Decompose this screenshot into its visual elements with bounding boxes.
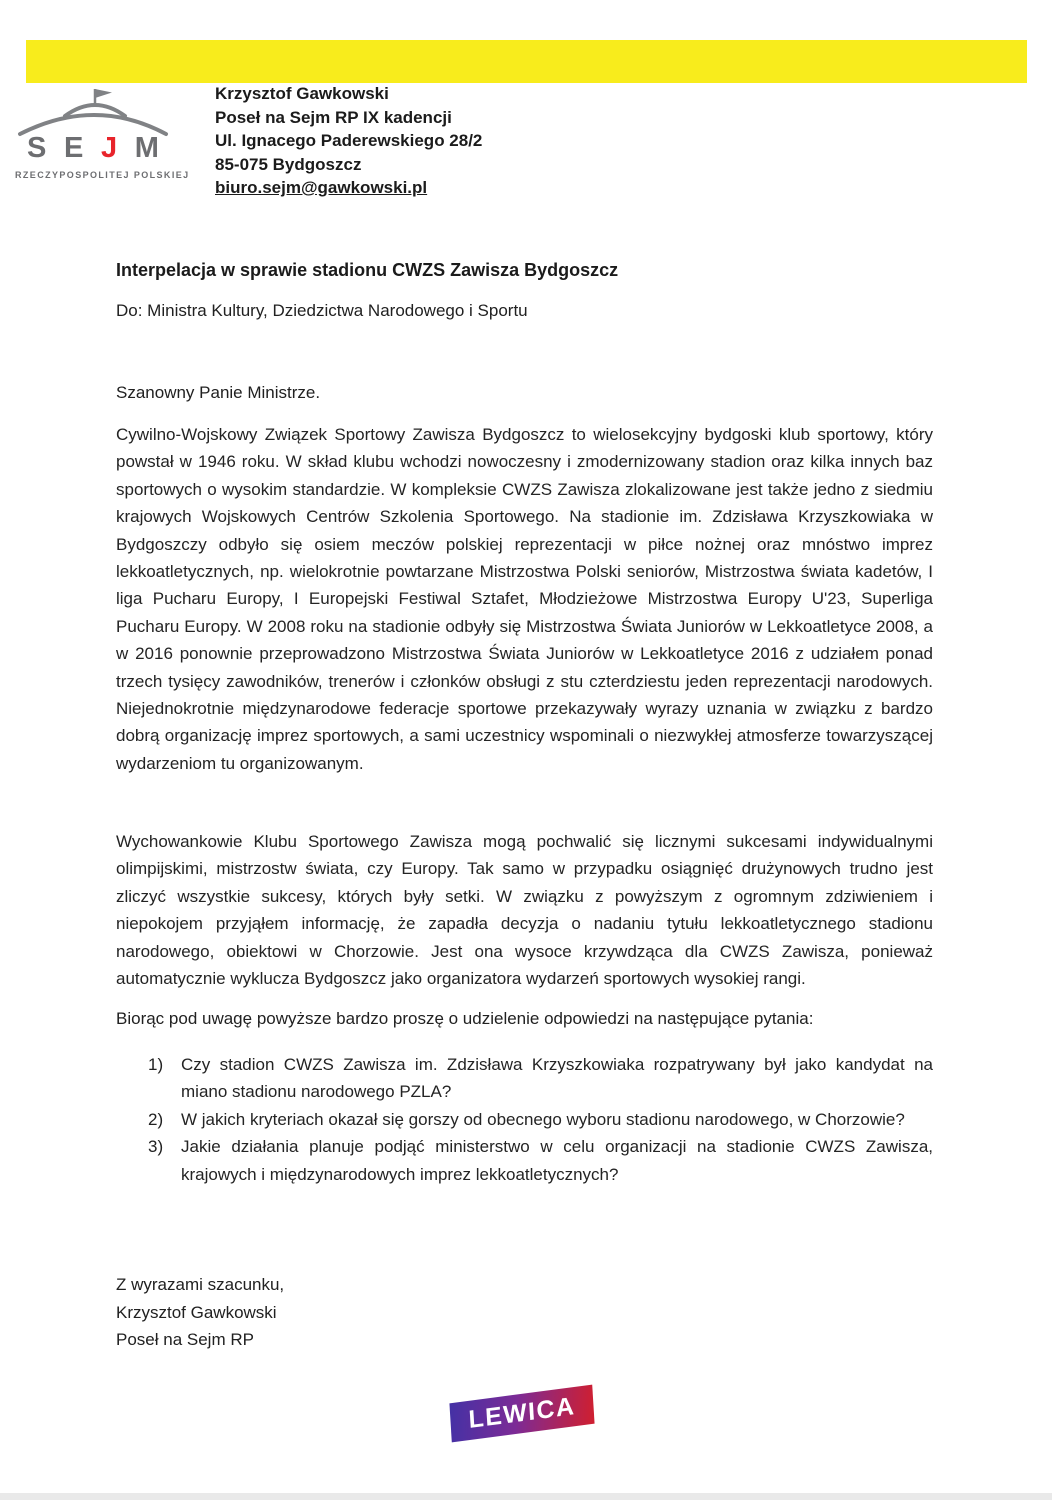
- question-number-3: 3): [148, 1137, 164, 1157]
- body-paragraph-1: Cywilno-Wojskowy Związek Sportowy Zawisza Bydgoszcz to wielosekcyjny bydgoski klub sportowy, który powstał w 1946 roku. W skład klubu wchodzi nowoczesny i zmodernizowany stadion oraz kilka innych baz sportowych o wysokim standardzie. W kompleksie CWZS Zawisza zlokalizowane jest także jedno z siedmiu krajowych Wojskowych Centrów Szkolenia Sportowego. Na stadionie im. Zdzisława Krzyszkowiaka w Bydgoszczy odbyło się osiem meczów polskiej reprezentacji w piłce nożnej oraz mnóstwo imprez lekkoatletycznych, np. wielokrotnie powtarzane Mistrzostwa Polski seniorów, Mistrzostwa świata kadetów, I liga Pucharu Europy, I Europejski Festiwal Sztafet, Młodzieżowe Mistrzostwa Europy U'23, Superliga Pucharu Europy. W 2008 roku na stadionie odbyły się Mistrzostwa Świata Juniorów w Lekkoatletyce 2008, a w 2016 ponownie przeprowadzono Mistrzostwa Świata Juniorów w Lekkoatletyce 2016 z udziałem ponad trzech tysięcy zawodników, trenerów i członków obsługi z stu czterdziestu jeden reprezentacji narodowych. Niejednokrotnie międzynarodowe federacje sportowe przekazywały wyrazy uznania w związku z bardzo dobrą organizację imprez sportowych, a sami uczestnicy wspominali o niezwykłej atmosferze towarzyszącej wydarzeniom tu organizowanym.: [116, 425, 933, 773]
- sejm-letter-m: M: [134, 132, 159, 164]
- questions-list: [116, 1051, 933, 1188]
- question-item-2: [116, 1106, 933, 1133]
- closing-name: Krzysztof Gawkowski: [116, 1302, 277, 1322]
- sender-city: 85-075 Bydgoszcz: [215, 154, 362, 174]
- request-line: Biorąc pod uwagę powyższe bardzo proszę o udzielenie odpowiedzi na następujące pytania:: [116, 1009, 814, 1028]
- question-text-2: W jakich kryteriach okazał się gorszy od obecnego wyboru stadionu narodowego, w Chorzowie?: [181, 1109, 905, 1129]
- addressee-line: Do: Ministra Kultury, Dziedzictwa Narodowego i Sportu: [116, 301, 528, 320]
- sender-email-link[interactable]: biuro.sejm@gawkowski.pl: [215, 178, 428, 197]
- question-item-3: [116, 1133, 933, 1188]
- sejm-letter-s: S: [27, 132, 47, 164]
- question-number-1: 1): [148, 1055, 164, 1074]
- closing-role: Poseł na Sejm RP: [116, 1330, 254, 1349]
- question-item-1: [116, 1051, 933, 1106]
- question-number-2: 2): [148, 1109, 164, 1129]
- sender-contact-block: [215, 82, 635, 200]
- salutation-line: Szanowny Panie Ministrze.: [116, 383, 321, 402]
- sender-street: Ul. Ignacego Paderewskiego 28/2: [215, 131, 483, 150]
- sejm-letter-j: J: [101, 132, 118, 164]
- yellow-header-bar: [26, 40, 1027, 83]
- sejm-letter-e: E: [64, 132, 84, 164]
- sejm-logo: [15, 86, 190, 180]
- lewica-wordmark: LEWICA: [467, 1391, 577, 1435]
- sejm-subtitle: RZECZYPOSPOLITEJ POLSKIEJ: [15, 170, 190, 180]
- question-text-3: Jakie działania planuje podjąć ministerstwo w celu organizacji na stadionie CWZS Zawisza, krajowych i międzynarodowych imprez lekkoatletycznych?: [181, 1137, 933, 1184]
- page-bottom-edge: [0, 1493, 1052, 1500]
- sender-name: Krzysztof Gawkowski: [215, 84, 389, 103]
- sejm-dome-icon: [15, 86, 171, 138]
- closing-block: [116, 1271, 516, 1354]
- lewica-logo: [449, 1385, 594, 1443]
- document-title: Interpelacja w sprawie stadionu CWZS Zawisza Bydgoszcz: [116, 260, 619, 280]
- question-text-1: Czy stadion CWZS Zawisza im. Zdzisława Krzyszkowiaka rozpatrywany był jako kandydat na miano stadionu narodowego PZLA?: [181, 1055, 933, 1102]
- closing-salute: Z wyrazami szacunku,: [116, 1275, 285, 1294]
- sejm-wordmark: [15, 134, 171, 163]
- sender-role: Poseł na Sejm RP IX kadencji: [215, 107, 452, 127]
- body-paragraph-2: Wychowankowie Klubu Sportowego Zawisza mogą pochwalić się licznymi sukcesami indywidualnymi olimpijskimi, mistrzostw świata, czy Europy. Tak samo w przypadku osiągnięć drużynowych trudno jest zliczyć wszystkie sukcesy, których były setki. W związku z powyższym z ogromnym zdziwieniem i niepokojem przyjąłem informację, że zapadła decyzja o nadaniu tytułu lekkoatletycznego stadionu narodowego, obiektowi w Chorzowie. Jest ona wysoce krzywdząca dla CWZS Zawisza, ponieważ automatycznie wyklucza Bydgoszcz jako organizatora wydarzeń sportowych wysokiej rangi.: [116, 832, 933, 989]
